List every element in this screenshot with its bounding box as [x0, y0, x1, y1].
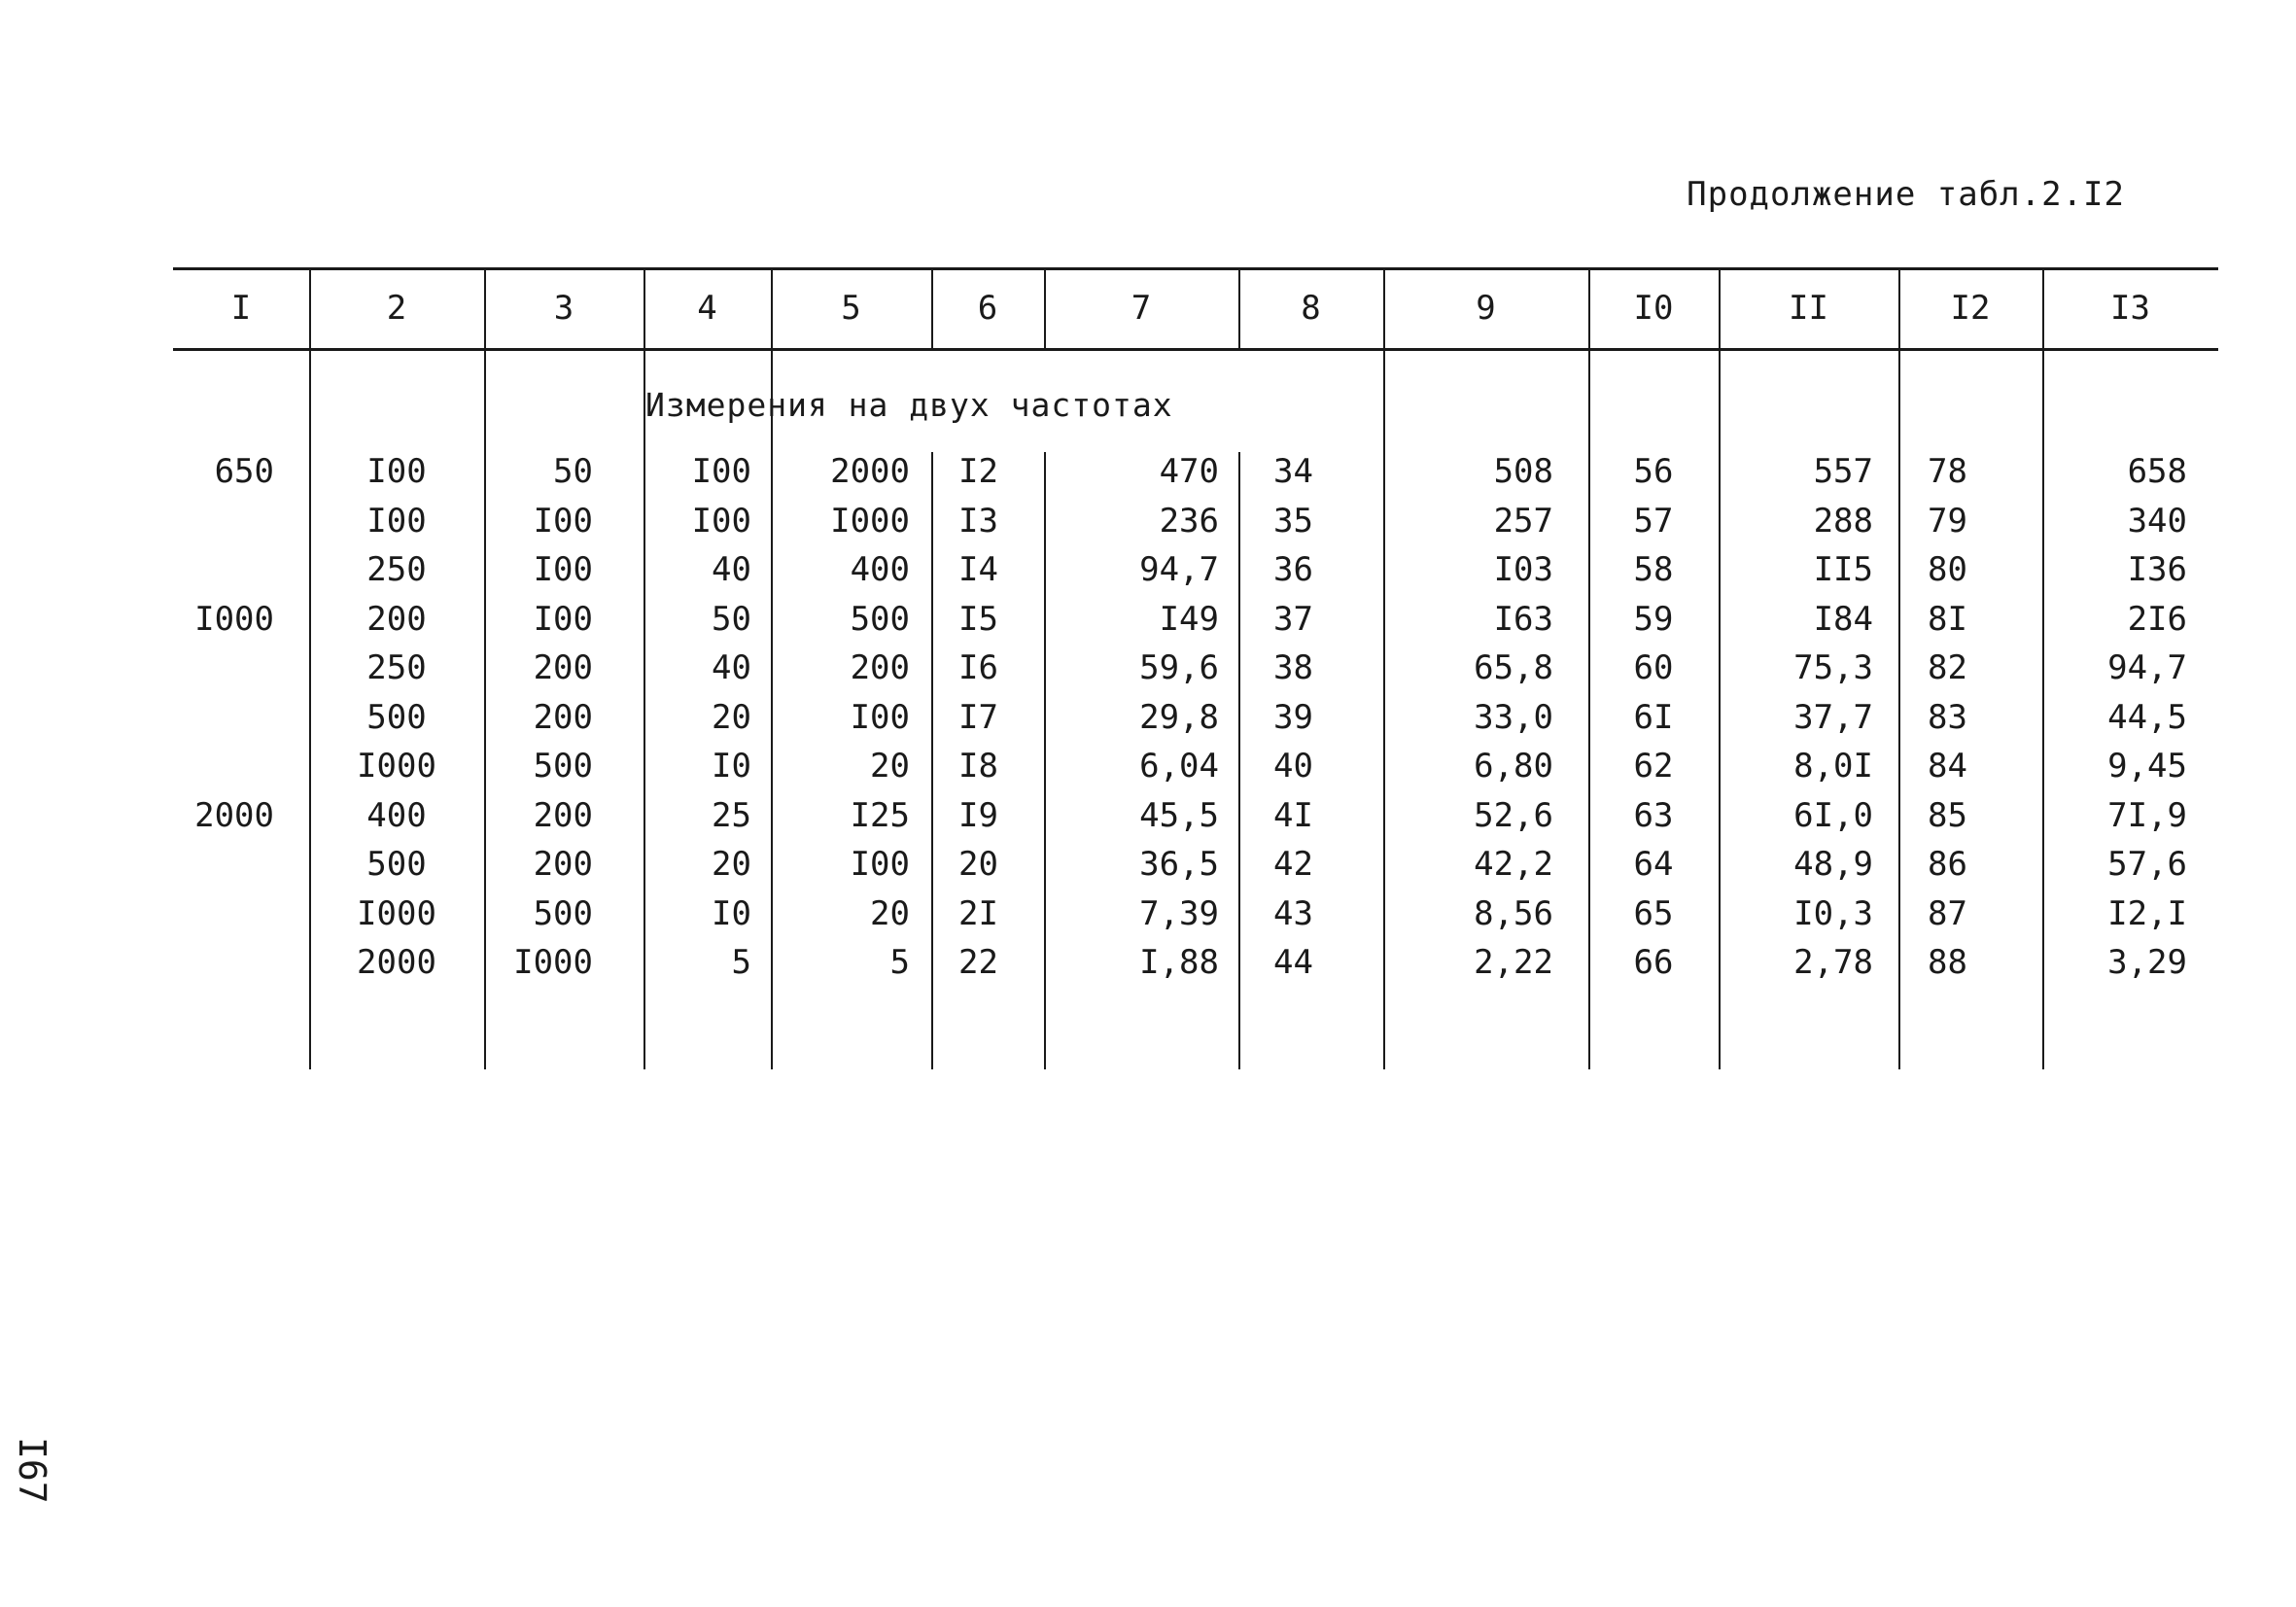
- table-cell: 33,0: [1474, 697, 1553, 737]
- table-cell: 500: [533, 893, 593, 933]
- table-cell: 59: [1633, 599, 1674, 639]
- table-cell: 37,7: [1793, 697, 1873, 737]
- table-cell: I0,3: [1793, 893, 1873, 933]
- table-cell: 400: [850, 550, 910, 589]
- table-cell: 39: [1273, 697, 1313, 737]
- table-cell: 2I6: [2127, 599, 2187, 639]
- table-cell: 200: [533, 697, 593, 737]
- column-header: 3: [553, 289, 574, 328]
- table-cell: I03: [1493, 550, 1553, 589]
- table-cell: I49: [1159, 599, 1219, 639]
- table-cell: 6,80: [1474, 747, 1553, 786]
- table-cell: 79: [1928, 501, 1967, 541]
- section-title: Измерения на двух частотах: [645, 386, 1173, 424]
- table-cell: I6: [958, 648, 998, 687]
- table-cell: I000: [357, 893, 436, 933]
- table-cell: 8,56: [1474, 893, 1553, 933]
- column-header: I2: [1950, 289, 1991, 328]
- table-cell: 8I: [1928, 599, 1967, 639]
- table-cell: 65,8: [1474, 648, 1553, 687]
- table-cell: 500: [366, 697, 427, 737]
- table-cell: 400: [366, 795, 427, 835]
- column-header: 8: [1301, 289, 1321, 328]
- table-cell: 42: [1273, 845, 1313, 884]
- table-cell: 508: [1493, 452, 1553, 491]
- table-cell: 85: [1928, 795, 1967, 835]
- table-cell: I000: [357, 747, 436, 786]
- column-header: II: [1789, 289, 1828, 328]
- table-cell: I00: [850, 697, 910, 737]
- table-cell: 2000: [194, 795, 274, 835]
- table-cell: 557: [1813, 452, 1873, 491]
- table-cell: 3,29: [2107, 943, 2187, 982]
- table-cell: 50: [712, 599, 751, 639]
- table-cell: 48,9: [1793, 845, 1873, 884]
- column-rule: [1238, 452, 1240, 1069]
- table-cell: I00: [533, 550, 593, 589]
- table-header-rule: [173, 348, 2218, 351]
- table-cell: 34: [1273, 452, 1313, 491]
- table-cell: 200: [533, 648, 593, 687]
- table-cell: I000: [513, 943, 593, 982]
- table-cell: 7I,9: [2107, 795, 2187, 835]
- table-cell: I84: [1813, 599, 1873, 639]
- table-cell: 29,8: [1139, 697, 1219, 737]
- table-cell: 38: [1273, 648, 1313, 687]
- table-cell: 20: [870, 893, 910, 933]
- table-cell: I2: [958, 452, 998, 491]
- table-cell: 20: [712, 697, 751, 737]
- table-cell: 75,3: [1793, 648, 1873, 687]
- table-cell: 50: [553, 452, 593, 491]
- table-cell: 650: [214, 452, 274, 491]
- table-cell: 6I: [1633, 697, 1674, 737]
- table-cell: 59,6: [1139, 648, 1219, 687]
- table-cell: I36: [2127, 550, 2187, 589]
- table-cell: 94,7: [2107, 648, 2187, 687]
- column-header: 7: [1131, 289, 1152, 328]
- table-cell: 658: [2127, 452, 2187, 491]
- table-cell: I9: [958, 795, 998, 835]
- table-cell: 236: [1159, 501, 1219, 541]
- column-header: I0: [1633, 289, 1674, 328]
- table-cell: I00: [691, 501, 751, 541]
- column-header: 6: [977, 289, 998, 328]
- table-cell: 83: [1928, 697, 1967, 737]
- column-header: 2: [386, 289, 407, 328]
- table-cell: 35: [1273, 501, 1313, 541]
- table-cell: I000: [830, 501, 910, 541]
- column-header: I3: [2110, 289, 2150, 328]
- table-cell: I,88: [1139, 943, 1219, 982]
- table-cell: 66: [1633, 943, 1674, 982]
- table-cell: I25: [850, 795, 910, 835]
- table-cell: 25: [712, 795, 751, 835]
- table-cell: 2000: [830, 452, 910, 491]
- table-cell: 65: [1633, 893, 1674, 933]
- table-cell: 80: [1928, 550, 1967, 589]
- table-cell: 88: [1928, 943, 1967, 982]
- table-cell: 45,5: [1139, 795, 1219, 835]
- table-cell: 500: [850, 599, 910, 639]
- column-rule: [1898, 267, 1900, 1069]
- table-cell: 2000: [357, 943, 436, 982]
- table-cell: I00: [366, 501, 427, 541]
- table-cell: I3: [958, 501, 998, 541]
- column-header: 5: [841, 289, 861, 328]
- table-cell: 40: [712, 648, 751, 687]
- table-cell: 20: [870, 747, 910, 786]
- table-cell: 4I: [1273, 795, 1313, 835]
- table-cell: 57: [1633, 501, 1674, 541]
- table-cell: 42,2: [1474, 845, 1553, 884]
- table-cell: 63: [1633, 795, 1674, 835]
- table-cell: 87: [1928, 893, 1967, 933]
- table-cell: 5: [889, 943, 910, 982]
- table-cell: 78: [1928, 452, 1967, 491]
- table-cell: 86: [1928, 845, 1967, 884]
- table-cell: 250: [366, 648, 427, 687]
- column-header: 4: [697, 289, 717, 328]
- table-cell: 22: [958, 943, 998, 982]
- table-cell: 20: [712, 845, 751, 884]
- table-cell: 20: [958, 845, 998, 884]
- table-cell: 200: [533, 845, 593, 884]
- table-cell: 200: [366, 599, 427, 639]
- table-cell: 6I,0: [1793, 795, 1873, 835]
- table-cell: 82: [1928, 648, 1967, 687]
- data-table: [173, 267, 2218, 1069]
- table-caption: Продолжение табл.2.I2: [1687, 175, 2125, 214]
- table-cell: 257: [1493, 501, 1553, 541]
- table-cell: I000: [194, 599, 274, 639]
- table-cell: I0: [712, 893, 751, 933]
- table-cell: 57,6: [2107, 845, 2187, 884]
- table-cell: I00: [850, 845, 910, 884]
- table-cell: 62: [1633, 747, 1674, 786]
- table-cell: I00: [533, 501, 593, 541]
- table-cell: 44,5: [2107, 697, 2187, 737]
- table-top-rule: [173, 267, 2218, 270]
- table-cell: I00: [691, 452, 751, 491]
- table-cell: I00: [366, 452, 427, 491]
- table-cell: 6,04: [1139, 747, 1219, 786]
- table-cell: I7: [958, 697, 998, 737]
- table-cell: 58: [1633, 550, 1674, 589]
- table-cell: 94,7: [1139, 550, 1219, 589]
- table-cell: 52,6: [1474, 795, 1553, 835]
- table-cell: 8,0I: [1793, 747, 1873, 786]
- table-cell: 36: [1273, 550, 1313, 589]
- table-cell: 44: [1273, 943, 1313, 982]
- table-cell: 40: [712, 550, 751, 589]
- table-cell: 340: [2127, 501, 2187, 541]
- table-cell: 200: [850, 648, 910, 687]
- table-cell: 2,22: [1474, 943, 1553, 982]
- table-cell: 470: [1159, 452, 1219, 491]
- table-cell: 2I: [958, 893, 998, 933]
- table-cell: I63: [1493, 599, 1553, 639]
- table-cell: 500: [533, 747, 593, 786]
- table-cell: 9,45: [2107, 747, 2187, 786]
- table-cell: 200: [533, 795, 593, 835]
- page-number: I67: [11, 1437, 53, 1504]
- table-cell: 7,39: [1139, 893, 1219, 933]
- table-cell: 2,78: [1793, 943, 1873, 982]
- column-rule: [931, 452, 933, 1069]
- table-cell: I00: [533, 599, 593, 639]
- table-cell: 56: [1633, 452, 1674, 491]
- table-cell: 64: [1633, 845, 1674, 884]
- table-cell: 43: [1273, 893, 1313, 933]
- table-cell: 60: [1633, 648, 1674, 687]
- table-cell: 288: [1813, 501, 1873, 541]
- table-cell: I2,I: [2107, 893, 2187, 933]
- table-cell: 5: [731, 943, 751, 982]
- table-cell: I8: [958, 747, 998, 786]
- column-header: I: [230, 289, 252, 328]
- table-cell: 500: [366, 845, 427, 884]
- table-cell: I5: [958, 599, 998, 639]
- table-cell: 37: [1273, 599, 1313, 639]
- table-cell: 36,5: [1139, 845, 1219, 884]
- table-cell: I0: [712, 747, 751, 786]
- column-header: 9: [1476, 289, 1496, 328]
- table-cell: I4: [958, 550, 998, 589]
- table-cell: II5: [1813, 550, 1873, 589]
- table-cell: 250: [366, 550, 427, 589]
- table-cell: 84: [1928, 747, 1967, 786]
- table-cell: 40: [1273, 747, 1313, 786]
